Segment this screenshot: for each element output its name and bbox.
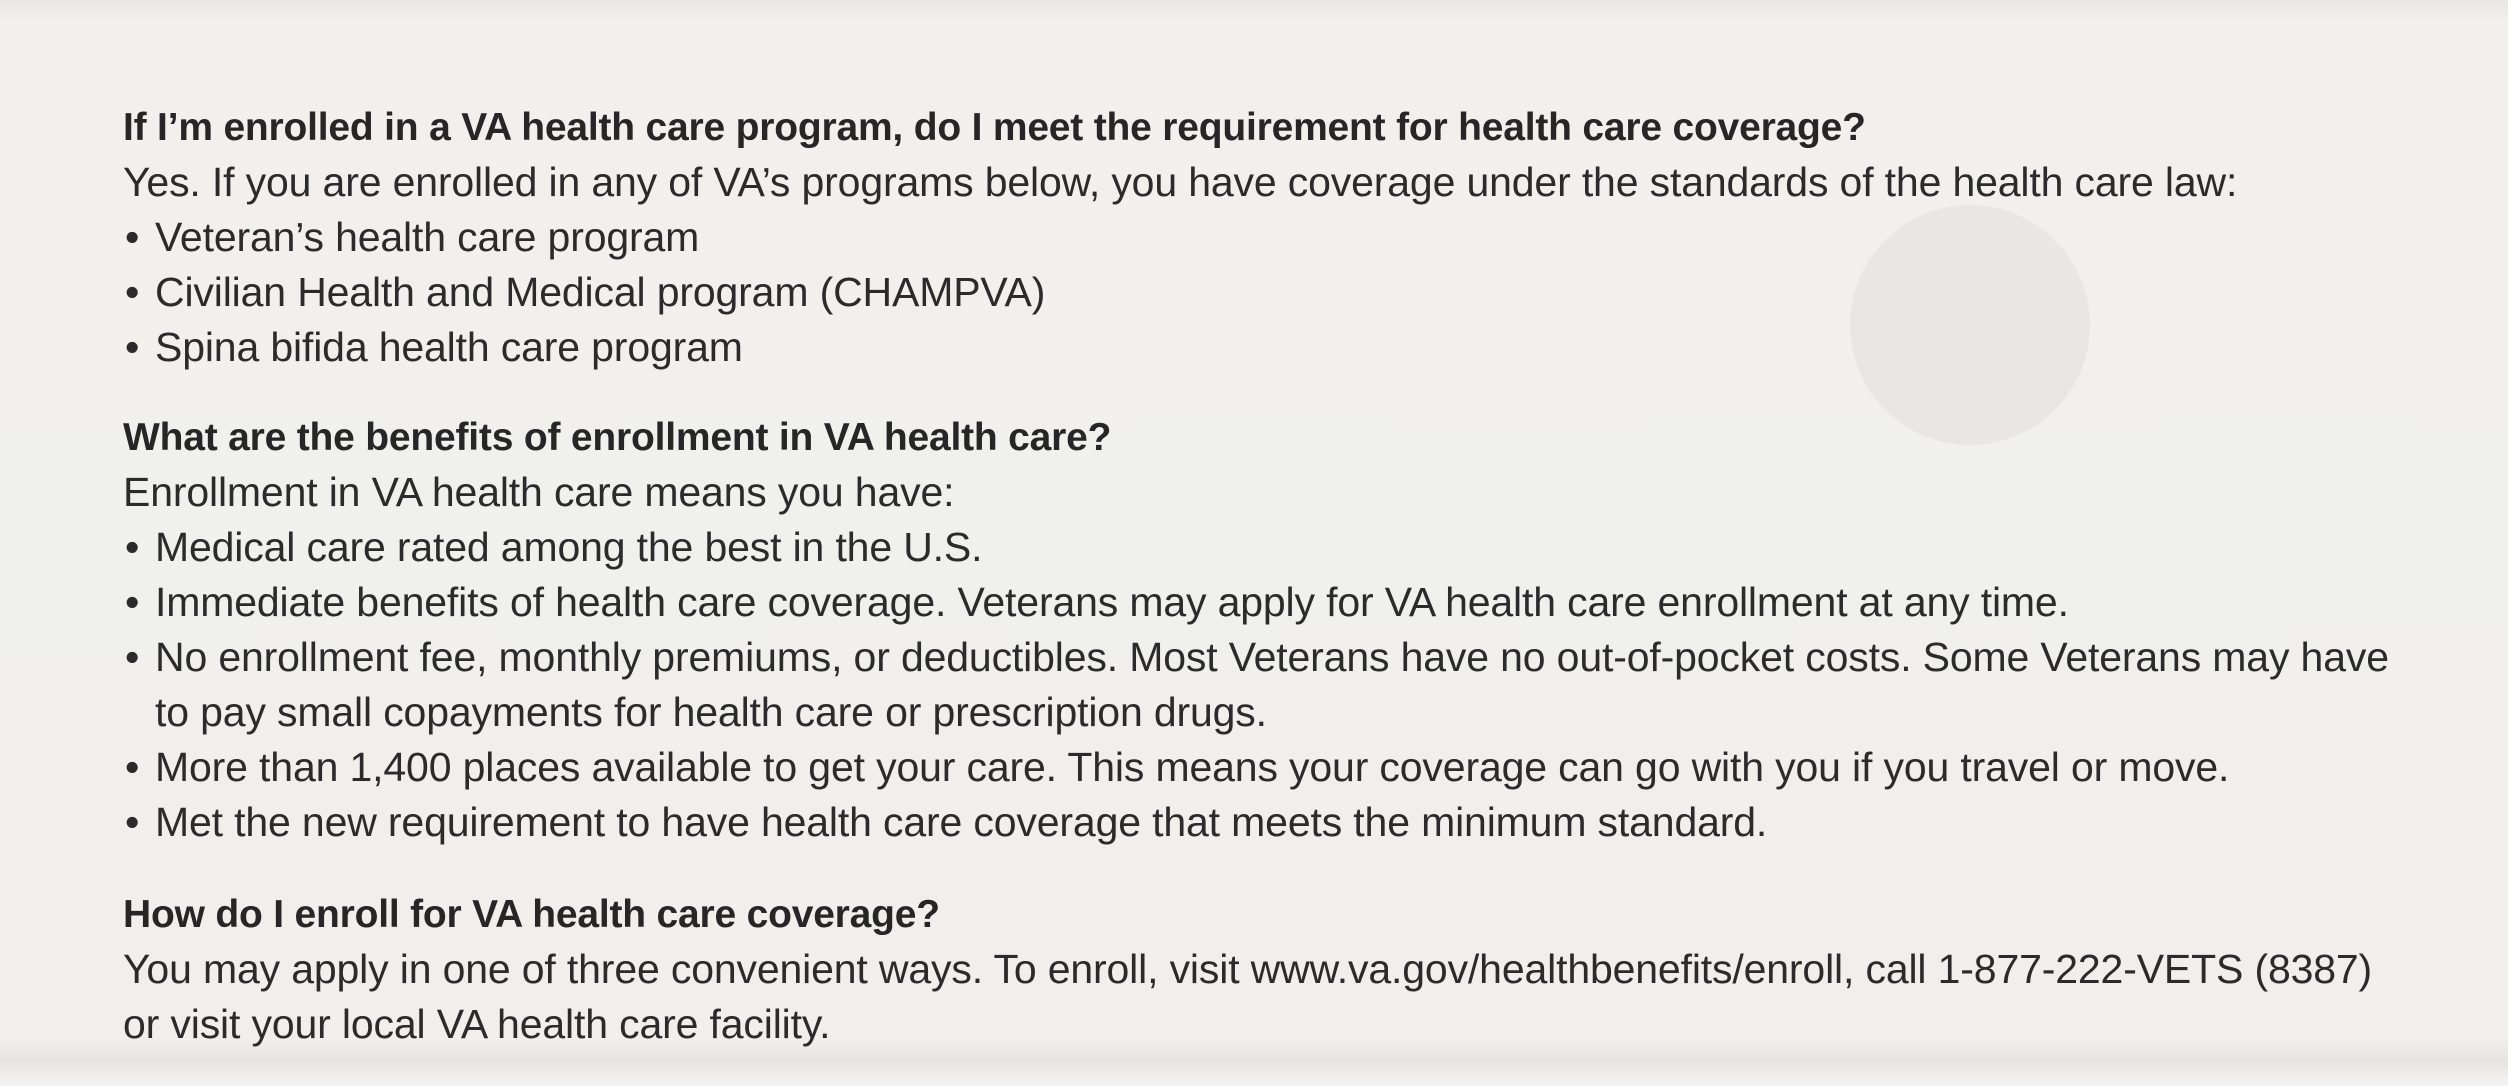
bullet-icon: • (125, 269, 140, 315)
bullet-icon: • (125, 799, 140, 845)
question-how-to-enroll: How do I enroll for VA health care coverage? (123, 893, 940, 936)
question-coverage-requirement: If I’m enrolled in a VA health care program, do I meet the requirement for health care coverage? (123, 106, 1866, 149)
list-item: • No enrollment fee, monthly premiums, or deductibles. Most Veterans have no out-of-pocket costs. Some Veterans may have to pay small copayments for health care or prescription drugs. (123, 630, 2403, 740)
list-item: • More than 1,400 places available to get your care. This means your coverage can go with you if you travel or move. (123, 740, 2403, 795)
spacer (123, 850, 2403, 887)
list-item: • Veteran’s health care program (123, 210, 2403, 265)
bullet-icon: • (125, 324, 140, 370)
list-item: • Met the new requirement to have health care coverage that meets the minimum standard. (123, 795, 2403, 850)
question-enrollment-benefits: What are the benefits of enrollment in VA health care? (123, 416, 1112, 459)
answer-benefits-intro: Enrollment in VA health care means you have: (123, 469, 955, 515)
bullet-icon: • (125, 634, 140, 680)
bullet-icon: • (125, 214, 140, 260)
answer-coverage-intro: Yes. If you are enrolled in any of VA’s programs below, you have coverage under the standards of the health care law: (123, 159, 2238, 205)
list-item: • Immediate benefits of health care coverage. Veterans may apply for VA health care enrollment at any time. (123, 575, 2403, 630)
list-item: • Civilian Health and Medical program (CHAMPVA) (123, 265, 2403, 320)
list-item: • Spina bifida health care program (123, 320, 2403, 375)
faq-content (123, 100, 2403, 1052)
answer-how-to-enroll: You may apply in one of three convenient ways. To enroll, visit www.va.gov/healthbenefits/enroll, call 1-877-222-VETS (8387) or visit your local VA health care facility. (123, 946, 2373, 1047)
benefits-list (123, 520, 2403, 850)
va-programs-list (123, 210, 2403, 375)
list-item: • Medical care rated among the best in the U.S. (123, 520, 2403, 575)
bullet-icon: • (125, 579, 140, 625)
bullet-icon: • (125, 524, 140, 570)
bullet-icon: • (125, 744, 140, 790)
spacer (123, 375, 2403, 410)
